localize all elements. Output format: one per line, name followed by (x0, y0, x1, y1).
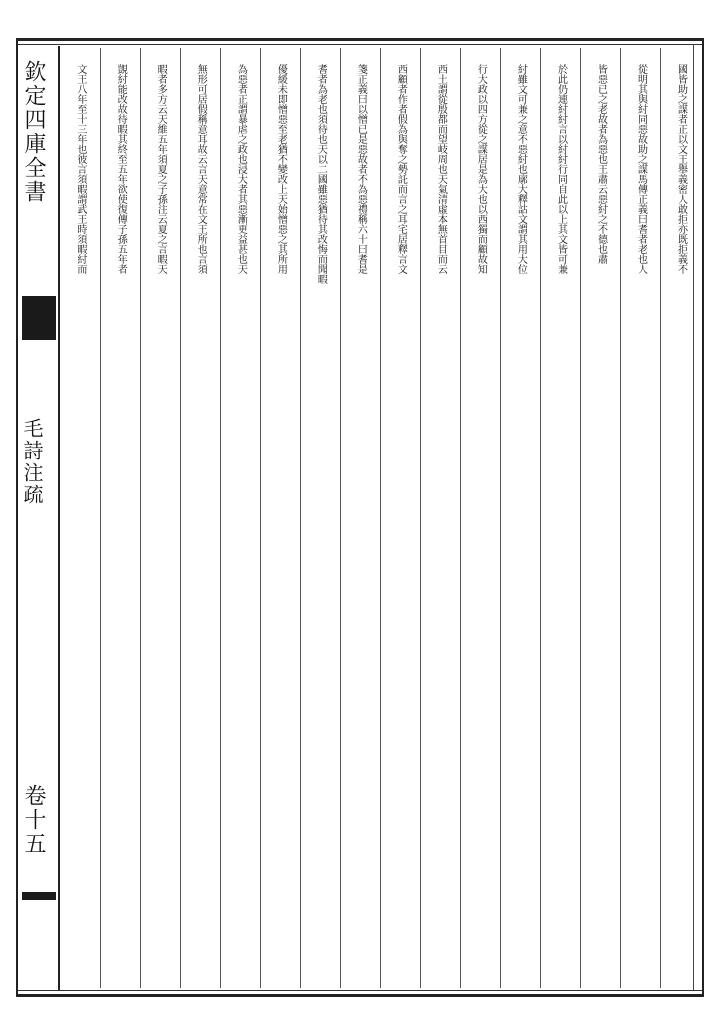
text-column (300, 48, 340, 988)
text-column (460, 48, 500, 988)
text-column (580, 48, 620, 988)
top-border (16, 38, 704, 41)
column-text: 為惡者正謂暴虐之政也浸大者其惡漸更益甚也天 (235, 64, 247, 274)
column-text: 於此仍連紂紂言以紂紂行同自此以上其文皆可兼 (555, 64, 567, 274)
text-column (60, 48, 100, 988)
text-column (660, 48, 700, 988)
column-text: 西土謂從殷都而望岐周也天氣清虛本無首目而云 (435, 64, 447, 274)
bottom-border (16, 994, 704, 997)
chapter-number: 卷十五 (21, 784, 46, 856)
column-text: 行大政以四方從之謀居是為大也以西獨而顧故知 (475, 64, 487, 274)
column-text: 暇者多方云天維五年須夏之子孫注云夏之言暇天 (155, 64, 167, 274)
column-text: 國皆助之謀者正以文王舉義密人敢拒亦既拒義不 (675, 64, 687, 274)
column-text: 西顧者作者假為與奪之勢託而言之耳宅居釋言文 (395, 64, 407, 274)
text-column (620, 48, 660, 988)
text-column (180, 48, 220, 988)
column-text: 皆惡已之老故者為惡也王肅云惡紂之不德也肅 (595, 64, 607, 264)
text-column (260, 48, 300, 988)
text-column (380, 48, 420, 988)
text-columns (60, 48, 700, 988)
column-text: 無形可居假稱意耳故云言天意常在文王所也言須 (195, 64, 207, 274)
fishtail-mark-bottom (22, 892, 56, 900)
text-column (500, 48, 540, 988)
right-border (702, 38, 704, 996)
column-text: 耆者為老也須待也天以二國雖惡猶待其改悔而聞暇 (315, 64, 327, 284)
text-column (220, 48, 260, 988)
text-column (100, 48, 140, 988)
column-text: 從明其與紂同惡故助之謀馬傳正義曰耆者老也人 (635, 64, 647, 274)
bottom-inner-border (16, 990, 704, 991)
text-column (420, 48, 460, 988)
text-column (140, 48, 180, 988)
column-text: 箋正義曰以憎已是惡故者不為惡禮稱六十曰耆是 (355, 64, 367, 274)
book-title: 毛詩注疏 (20, 418, 44, 506)
fishtail-mark-top (22, 296, 56, 340)
top-inner-border (16, 44, 704, 45)
collection-title: 欽定四庫全書 (21, 60, 46, 204)
column-text: 優緩未即憎惡至老猶不變改上天始憎惡之其所用 (275, 64, 287, 274)
column-text: 文王八年至十三年也彼言須暇謂武王時須暇紂而 (74, 64, 86, 274)
column-text: 紂雖文可兼之意不惡紂也廓大釋詁文謂其用大位 (515, 64, 527, 274)
column-text: 覬紂能改故待暇其終至五年欲使復傳子孫五年者 (115, 64, 127, 274)
text-column (540, 48, 580, 988)
text-column (340, 48, 380, 988)
